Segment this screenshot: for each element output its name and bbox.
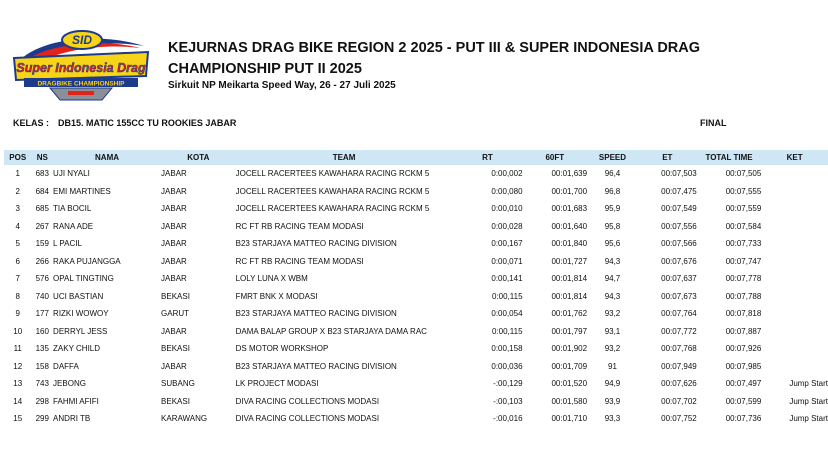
cell-ns: 740: [35, 291, 49, 301]
cell-ket: [761, 218, 828, 236]
cell-60ft: 00:01,640: [551, 221, 588, 231]
cell-rt: -:00,103: [493, 396, 523, 406]
stage-label: FINAL: [700, 118, 727, 128]
cell-rt: 0:00,141: [491, 274, 523, 284]
cell-kota: JABAR: [161, 204, 187, 214]
table-row: [4, 253, 828, 271]
cell-et: 00:07,676: [661, 256, 697, 266]
cell-et: 00:07,673: [661, 291, 697, 301]
cell-ket: [761, 270, 828, 288]
cell-kota: JABAR: [161, 186, 187, 196]
cell-nama: RIZKI WOWOY: [53, 309, 109, 319]
cell-pos: 2: [15, 186, 20, 196]
cell-total-time: 00:07,555: [725, 186, 762, 196]
cell-total-time: 00:07,926: [725, 344, 762, 354]
col-header-speed: SPEED: [587, 150, 638, 165]
col-header-et: ET: [638, 150, 697, 165]
cell-60ft: 00:01,639: [551, 169, 588, 179]
cell-pos: 9: [15, 309, 20, 319]
cell-rt: 0:00,167: [491, 239, 523, 249]
event-logo: [10, 28, 152, 102]
cell-nama: DAFFA: [53, 361, 79, 371]
cell-rt: 0:00,036: [491, 361, 523, 371]
cell-ket: [761, 200, 828, 218]
cell-nama: TIA BOCIL: [53, 204, 92, 214]
cell-60ft: 00:01,762: [551, 309, 588, 319]
table-row: [4, 393, 828, 411]
cell-ket: Jump Start: [789, 414, 828, 424]
cell-60ft: 00:01,797: [551, 326, 588, 336]
cell-nama: ZAKY CHILD: [53, 344, 101, 354]
cell-team: RC FT RB RACING TEAM MODASI: [235, 221, 364, 231]
cell-rt: 0:00,158: [491, 344, 523, 354]
cell-nama: L PACIL: [53, 239, 82, 249]
cell-total-time: 00:07,747: [725, 256, 762, 266]
cell-60ft: 00:01,840: [551, 239, 588, 249]
cell-ket: Jump Start: [789, 396, 828, 406]
table-row: [4, 358, 828, 376]
cell-speed: 94,3: [604, 256, 621, 266]
cell-total-time: 00:07,584: [725, 221, 762, 231]
cell-pos: 10: [13, 326, 23, 336]
cell-kota: JABAR: [161, 326, 187, 336]
cell-pos: 8: [15, 291, 20, 301]
cell-et: 00:07,637: [661, 274, 697, 284]
cell-team: DS MOTOR WORKSHOP: [235, 344, 329, 354]
results-table: [4, 150, 828, 428]
cell-kota: JABAR: [161, 361, 187, 371]
table-row: [4, 323, 828, 341]
table-row: [4, 165, 828, 183]
cell-ns: 576: [35, 274, 49, 284]
cell-et: 00:07,475: [661, 186, 697, 196]
cell-kota: KARAWANG: [161, 414, 208, 424]
cell-speed: 91: [608, 361, 617, 371]
cell-kota: JABAR: [161, 221, 187, 231]
cell-pos: 11: [13, 344, 22, 354]
cell-ns: 159: [35, 239, 49, 249]
cell-pos: 15: [13, 414, 23, 424]
cell-60ft: 00:01,580: [551, 396, 588, 406]
col-header-nama: NAMA: [53, 150, 161, 165]
cell-team: LK PROJECT MODASI: [235, 379, 319, 389]
cell-pos: 14: [13, 396, 23, 406]
cell-team: RC FT RB RACING TEAM MODASI: [235, 256, 364, 266]
table-row: [4, 288, 828, 306]
cell-ket: [761, 183, 828, 201]
cell-nama: EMI MARTINES: [53, 186, 111, 196]
cell-kota: BEKASI: [161, 396, 190, 406]
col-header-team: TEAM: [236, 150, 453, 165]
cell-speed: 95,8: [604, 221, 621, 231]
cell-rt: 0:00,115: [491, 291, 523, 301]
cell-et: 00:07,764: [661, 309, 697, 319]
cell-rt: -:00,129: [493, 379, 523, 389]
cell-et: 00:07,768: [661, 344, 697, 354]
cell-ket: [761, 288, 828, 306]
results-body: [4, 165, 828, 428]
cell-total-time: 00:07,985: [725, 361, 762, 371]
table-row: [4, 340, 828, 358]
cell-nama: JEBONG: [53, 379, 86, 389]
cell-pos: 7: [15, 274, 20, 284]
cell-team: DIVA RACING COLLECTIONS MODASI: [235, 396, 380, 406]
cell-team: DAMA BALAP GROUP X B23 STARJAYA DAMA RAC: [235, 326, 427, 336]
cell-60ft: 00:01,727: [551, 256, 588, 266]
cell-team: JOCELL RACERTEES KAWAHARA RACING RCKM 5: [235, 186, 430, 196]
cell-ket: [761, 323, 828, 341]
table-header-row: [4, 150, 828, 165]
cell-ket: [761, 340, 828, 358]
table-row: [4, 200, 828, 218]
cell-kota: SUBANG: [161, 379, 195, 389]
cell-nama: OPAL TINGTING: [53, 274, 114, 284]
cell-speed: 95,6: [604, 239, 621, 249]
cell-rt: 0:00,054: [491, 309, 523, 319]
cell-ns: 683: [35, 169, 49, 179]
cell-ns: 298: [35, 396, 49, 406]
cell-60ft: 00:01,902: [551, 344, 588, 354]
table-row: [4, 235, 828, 253]
logo-sid-text: SID: [71, 33, 93, 47]
page-title: KEJURNAS DRAG BIKE REGION 2 2025 - PUT III & SUPER INDONESIA DRAG CHAMPIONSHIP PUT II 2025: [168, 40, 701, 77]
cell-pos: 4: [15, 221, 20, 231]
cell-kota: JABAR: [161, 256, 187, 266]
cell-ns: 299: [35, 414, 49, 424]
cell-ket: [761, 235, 828, 253]
cell-ket: [761, 253, 828, 271]
cell-ns: 743: [35, 379, 49, 389]
cell-60ft: 00:01,814: [551, 291, 588, 301]
cell-60ft: 00:01,683: [551, 204, 588, 214]
cell-kota: GARUT: [161, 309, 190, 319]
cell-pos: 1: [15, 169, 20, 179]
class-label: KELAS :: [13, 118, 49, 128]
cell-60ft: 00:01,520: [551, 379, 588, 389]
cell-ket: [761, 358, 828, 376]
cell-total-time: 00:07,559: [725, 204, 762, 214]
page-subtitle: Sirkuit NP Meikarta Speed Way, 26 - 27 Juli 2025: [168, 80, 396, 91]
col-header-rt: RT: [452, 150, 522, 165]
cell-rt: -:00,016: [493, 414, 523, 424]
cell-kota: JABAR: [161, 169, 187, 179]
cell-ns: 267: [35, 221, 49, 231]
cell-rt: 0:00,080: [491, 186, 523, 196]
cell-et: 00:07,556: [661, 221, 697, 231]
cell-speed: 94,3: [604, 291, 621, 301]
cell-et: 00:07,549: [661, 204, 697, 214]
col-header-total-time: TOTAL TIME: [697, 150, 762, 165]
cell-ns: 160: [35, 326, 49, 336]
table-row: [4, 410, 828, 428]
cell-pos: 6: [15, 256, 20, 266]
cell-team: FMRT BNK X MODASI: [235, 291, 318, 301]
cell-total-time: 00:07,788: [725, 291, 762, 301]
cell-team: B23 STARJAYA MATTEO RACING DIVISION: [235, 239, 397, 249]
cell-nama: DERRYL JESS: [53, 326, 108, 336]
col-header-ns: NS: [31, 150, 53, 165]
cell-et: 00:07,503: [661, 169, 697, 179]
cell-kota: BEKASI: [161, 344, 190, 354]
cell-et: 00:07,949: [661, 361, 697, 371]
cell-ket: Jump Start: [789, 379, 828, 389]
cell-kota: BEKASI: [161, 291, 190, 301]
cell-team: B23 STARJAYA MATTEO RACING DIVISION: [235, 309, 397, 319]
cell-ns: 158: [35, 361, 49, 371]
col-header-kota: KOTA: [161, 150, 236, 165]
col-header-pos: POS: [4, 150, 31, 165]
table-row: [4, 270, 828, 288]
cell-kota: JABAR: [161, 239, 187, 249]
cell-et: 00:07,752: [661, 414, 697, 424]
cell-nama: RANA ADE: [53, 221, 94, 231]
cell-team: B23 STARJAYA MATTEO RACING DIVISION: [235, 361, 397, 371]
cell-nama: UJI NYALI: [53, 169, 90, 179]
cell-total-time: 00:07,505: [725, 169, 762, 179]
cell-et: 00:07,772: [661, 326, 697, 336]
cell-speed: 96,8: [604, 186, 621, 196]
cell-speed: 96,4: [604, 169, 621, 179]
cell-speed: 94,9: [604, 379, 621, 389]
cell-total-time: 00:07,599: [725, 396, 762, 406]
cell-team: DIVA RACING COLLECTIONS MODASI: [235, 414, 380, 424]
cell-rt: 0:00,002: [491, 169, 523, 179]
cell-60ft: 00:01,709: [551, 361, 588, 371]
cell-speed: 95,9: [604, 204, 621, 214]
cell-speed: 94,7: [604, 274, 621, 284]
cell-team: JOCELL RACERTEES KAWAHARA RACING RCKM 5: [235, 169, 430, 179]
cell-speed: 93,1: [604, 326, 621, 336]
table-row: [4, 375, 828, 393]
cell-speed: 93,3: [604, 414, 621, 424]
cell-60ft: 00:01,710: [551, 414, 588, 424]
cell-pos: 13: [13, 379, 23, 389]
table-row: [4, 305, 828, 323]
cell-rt: 0:00,115: [491, 326, 523, 336]
cell-ns: 685: [35, 204, 49, 214]
cell-60ft: 00:01,814: [551, 274, 588, 284]
cell-kota: JABAR: [161, 274, 187, 284]
cell-rt: 0:00,010: [491, 204, 523, 214]
table-row: [4, 218, 828, 236]
cell-team: JOCELL RACERTEES KAWAHARA RACING RCKM 5: [235, 204, 430, 214]
col-header-60ft: 60FT: [523, 150, 588, 165]
cell-et: 00:07,566: [661, 239, 697, 249]
table-row: [4, 183, 828, 201]
cell-total-time: 00:07,818: [725, 309, 762, 319]
cell-ns: 266: [35, 256, 49, 266]
cell-ns: 177: [35, 309, 49, 319]
cell-et: 00:07,626: [661, 379, 697, 389]
class-value: DB15. MATIC 155CC TU ROOKIES JABAR: [58, 118, 237, 128]
cell-total-time: 00:07,733: [725, 239, 762, 249]
cell-rt: 0:00,071: [491, 256, 523, 266]
cell-total-time: 00:07,887: [725, 326, 762, 336]
cell-pos: 12: [13, 361, 23, 371]
cell-team: LOLY LUNA X WBM: [235, 274, 308, 284]
cell-speed: 93,2: [604, 309, 621, 319]
cell-rt: 0:00,028: [491, 221, 523, 231]
cell-speed: 93,9: [604, 396, 621, 406]
cell-et: 00:07,702: [661, 396, 697, 406]
cell-nama: FAHMI AFIFI: [53, 396, 99, 406]
col-header-ket: KET: [761, 150, 828, 165]
cell-total-time: 00:07,736: [725, 414, 762, 424]
cell-nama: RAKA PUJANGGA: [53, 256, 121, 266]
cell-ket: [761, 165, 828, 183]
logo-ribbon-text: DRAGBIKE CHAMPIONSHIP: [37, 80, 125, 88]
cell-ns: 135: [35, 344, 49, 354]
cell-pos: 3: [15, 204, 20, 214]
cell-ket: [761, 305, 828, 323]
cell-total-time: 00:07,497: [725, 379, 762, 389]
logo-main-text: Super Indonesia Drag: [16, 61, 146, 75]
cell-speed: 93,2: [604, 344, 621, 354]
cell-nama: ANDRI TB: [53, 414, 91, 424]
cell-60ft: 00:01,700: [551, 186, 588, 196]
cell-pos: 5: [15, 239, 20, 249]
cell-nama: UCI BASTIAN: [53, 291, 104, 301]
cell-total-time: 00:07,778: [725, 274, 762, 284]
cell-ns: 684: [35, 186, 49, 196]
